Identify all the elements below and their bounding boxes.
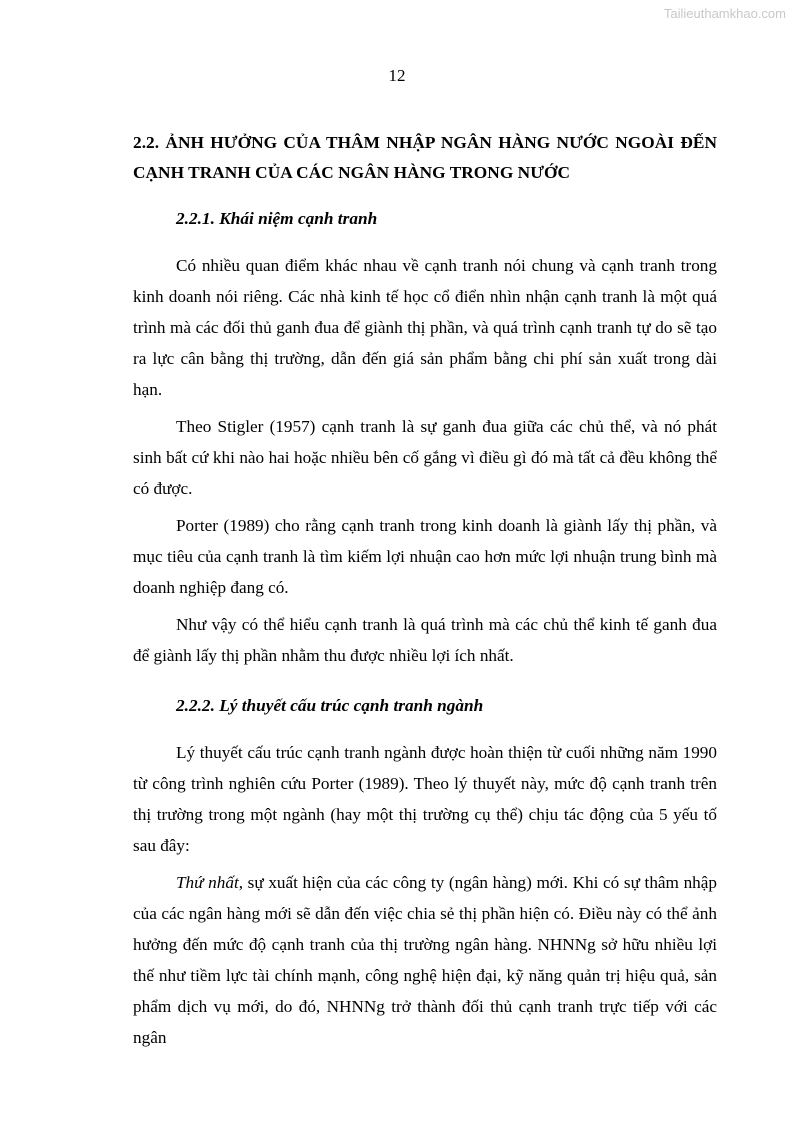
section-heading-line-2: CẠNH TRANH CỦA CÁC NGÂN HÀNG TRONG NƯỚC	[133, 163, 571, 182]
section-heading	[133, 128, 717, 188]
first-factor-text: , sự xuất hiện của các công ty (ngân hàng) mới. Khi có sự thâm nhập của các ngân hàng mới sẽ dẫn đến việc chia sẻ thị phần hiện có. Điều này có thể ảnh hưởng đến mức độ cạnh tranh của thị trường ngân hàng. NHNNg sở hữu nhiều lợi thế như tiềm lực tài chính mạnh, công nghệ hiện đại, kỹ năng quản trị hiệu quả, sản phẩm dịch vụ mới, do đó, NHNNg trở thành đối thủ cạnh tranh trực tiếp với các ngân	[133, 873, 717, 1047]
section-heading-line-1: 2.2. ẢNH HƯỞNG CỦA THÂM NHẬP NGÂN HÀNG NƯỚC NGOÀI ĐẾN	[133, 133, 717, 152]
page-number: 12	[388, 66, 406, 85]
paragraph: Lý thuyết cấu trúc cạnh tranh ngành được hoàn thiện từ cuối những năm 1990 từ công trình nghiên cứu Porter (1989). Theo lý thuyết này, mức độ cạnh tranh trên thị trường trong một ngành (hay một thị trường cụ thể) chịu tác động của 5 yếu tố sau đây:	[133, 743, 717, 855]
paragraph: Porter (1989) cho rằng cạnh tranh trong kinh doanh là giành lấy thị phần, và mục tiêu của cạnh tranh là tìm kiếm lợi nhuận cao hơn mức lợi nhuận trung bình mà doanh nghiệp đang có.	[133, 516, 717, 597]
first-factor-lead: Thứ nhất	[176, 873, 239, 892]
paragraph-first-factor	[133, 867, 717, 1053]
watermark: Tailieuthamkhao.com	[663, 6, 786, 21]
subsection-heading-2-2-1: 2.2.1. Khái niệm cạnh tranh	[176, 209, 378, 228]
paragraph: Có nhiều quan điểm khác nhau về cạnh tranh nói chung và cạnh tranh trong kinh doanh nói riêng. Các nhà kinh tế học cổ điển nhìn nhận cạnh tranh là một quá trình mà các đối thủ ganh đua để giành thị phần, và quá trình cạnh tranh tự do sẽ tạo ra lực cân bằng thị trường, dẫn đến giá sản phẩm bằng chi phí sản xuất trong dài hạn.	[133, 256, 717, 399]
subsection-heading-2-2-2: 2.2.2. Lý thuyết cấu trúc cạnh tranh ngành	[176, 696, 484, 715]
paragraph: Như vậy có thể hiểu cạnh tranh là quá trình mà các chủ thể kinh tế ganh đua để giành lấy thị phần nhằm thu được nhiều lợi ích nhất.	[133, 615, 717, 665]
paragraph: Theo Stigler (1957) cạnh tranh là sự ganh đua giữa các chủ thể, và nó phát sinh bất cứ khi nào hai hoặc nhiều bên cố gắng vì điều gì đó mà tất cả đều không thể có được.	[133, 417, 717, 498]
document-body	[133, 128, 717, 1059]
